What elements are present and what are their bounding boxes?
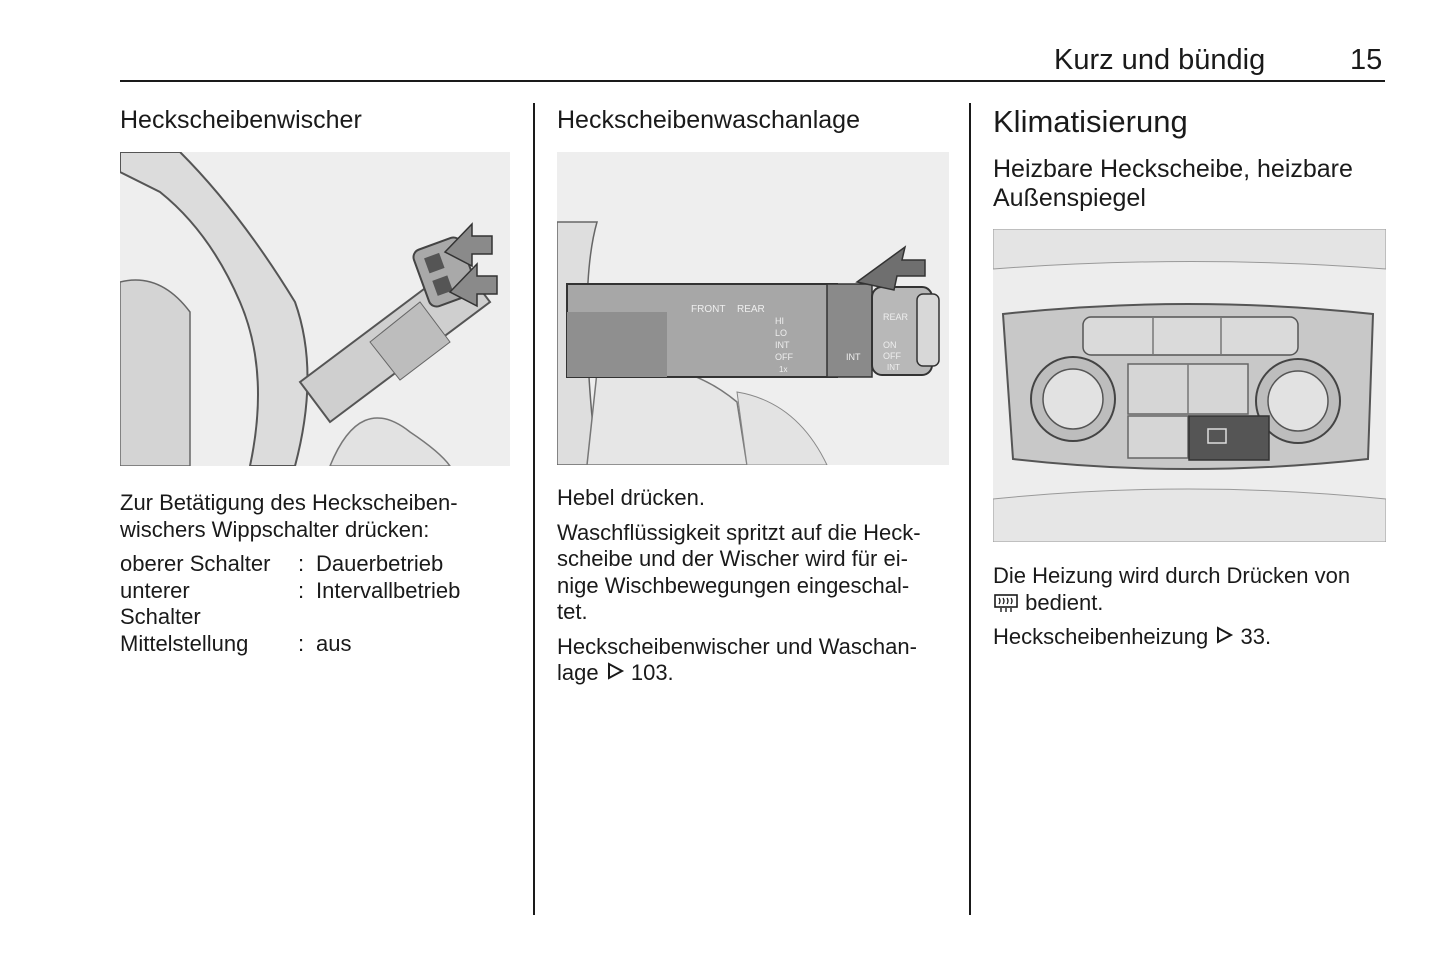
para-heating-line-1: Die Heizung wird durch Drücken von [993, 563, 1351, 588]
para-line: scheibe und der Wischer wird für ei- [557, 546, 908, 571]
figure-wiper-lever [557, 152, 949, 465]
intro-line-2: wischers Wippschalter drücken: [120, 516, 430, 542]
column-divider-1 [533, 103, 535, 915]
lever-label-rear: REAR [737, 304, 765, 315]
definition-term: Mittelstellung [120, 630, 249, 656]
figure-steering-column-lever [120, 152, 510, 466]
subheading-line-2: Außenspiegel [993, 184, 1146, 212]
intro-line-1: Zur Betätigung des Heckscheiben- [120, 490, 458, 515]
lever-label-lo: LO [775, 328, 788, 338]
ref-text: lage [557, 660, 599, 685]
definition-row [120, 551, 460, 578]
rear-window-heating-icon [993, 593, 1019, 613]
definition-description: Intervallbetrieb [316, 577, 461, 603]
definition-description: Dauerbetrieb [316, 551, 444, 576]
para-washer-fluid [557, 520, 949, 626]
section-heading-rear-washer: Heckscheibenwaschanlage [557, 106, 860, 134]
para-rear-window-heating-ref [993, 624, 1386, 651]
lever-label-int: INT [775, 340, 790, 350]
lever-label-int2: INT [846, 352, 861, 362]
definition-separator: : [298, 630, 305, 656]
definition-term: oberer Schalter [120, 551, 271, 576]
header-rule [120, 80, 1385, 82]
section-heading-climate: Klimatisierung [993, 104, 1188, 139]
section-heading-rear-wiper: Heckscheibenwischer [120, 106, 362, 134]
para-press-lever: Hebel drücken. [557, 485, 705, 510]
heating-text: bedient. [1025, 589, 1104, 615]
column-climate [993, 100, 1386, 651]
triangle-reference-icon [1214, 626, 1234, 644]
figure-climate-panel [993, 229, 1386, 542]
para-heating-line-2 [993, 590, 1386, 617]
definition-row [120, 631, 460, 658]
definition-description: aus [316, 630, 352, 656]
para-line: Waschflüssigkeit spritzt auf die Heck- [557, 519, 921, 545]
switch-definitions [120, 551, 460, 657]
lever-label-front: FRONT [691, 304, 726, 315]
definition-separator: : [298, 577, 305, 603]
ref-text: Heckscheibenheizung [993, 624, 1209, 649]
lever-label-hi: HI [775, 316, 784, 326]
definition-row [120, 578, 460, 631]
page-number: 15 [1350, 44, 1383, 76]
page-reference-link[interactable]: 103. [630, 660, 674, 685]
lever-label-rear2: REAR [883, 312, 909, 322]
lever-label-on: ON [883, 340, 897, 350]
triangle-reference-icon [605, 662, 625, 680]
para-line [557, 660, 949, 687]
para-line: Heckscheibenwischer und Waschan- [557, 633, 917, 659]
header-title: Kurz und bündig [1054, 44, 1266, 76]
lever-label-off2: OFF [883, 351, 901, 361]
para-line: nige Wischbewegungen eingeschal- [557, 572, 910, 598]
page-reference-link[interactable]: 33. [1240, 624, 1272, 649]
column-rear-wiper [120, 100, 510, 657]
column-rear-washer [557, 100, 949, 687]
column-divider-2 [969, 103, 971, 915]
para-reference [557, 634, 949, 687]
definition-term: unterer Schalter [120, 577, 201, 629]
para-line: tet. [557, 599, 588, 624]
definition-separator: : [298, 551, 305, 576]
lever-label-1x: 1x [779, 365, 788, 374]
lever-label-int3: INT [887, 363, 900, 372]
subheading-line-1: Heizbare Heckscheibe, heizbare [993, 155, 1353, 183]
lever-label-off: OFF [775, 352, 793, 362]
